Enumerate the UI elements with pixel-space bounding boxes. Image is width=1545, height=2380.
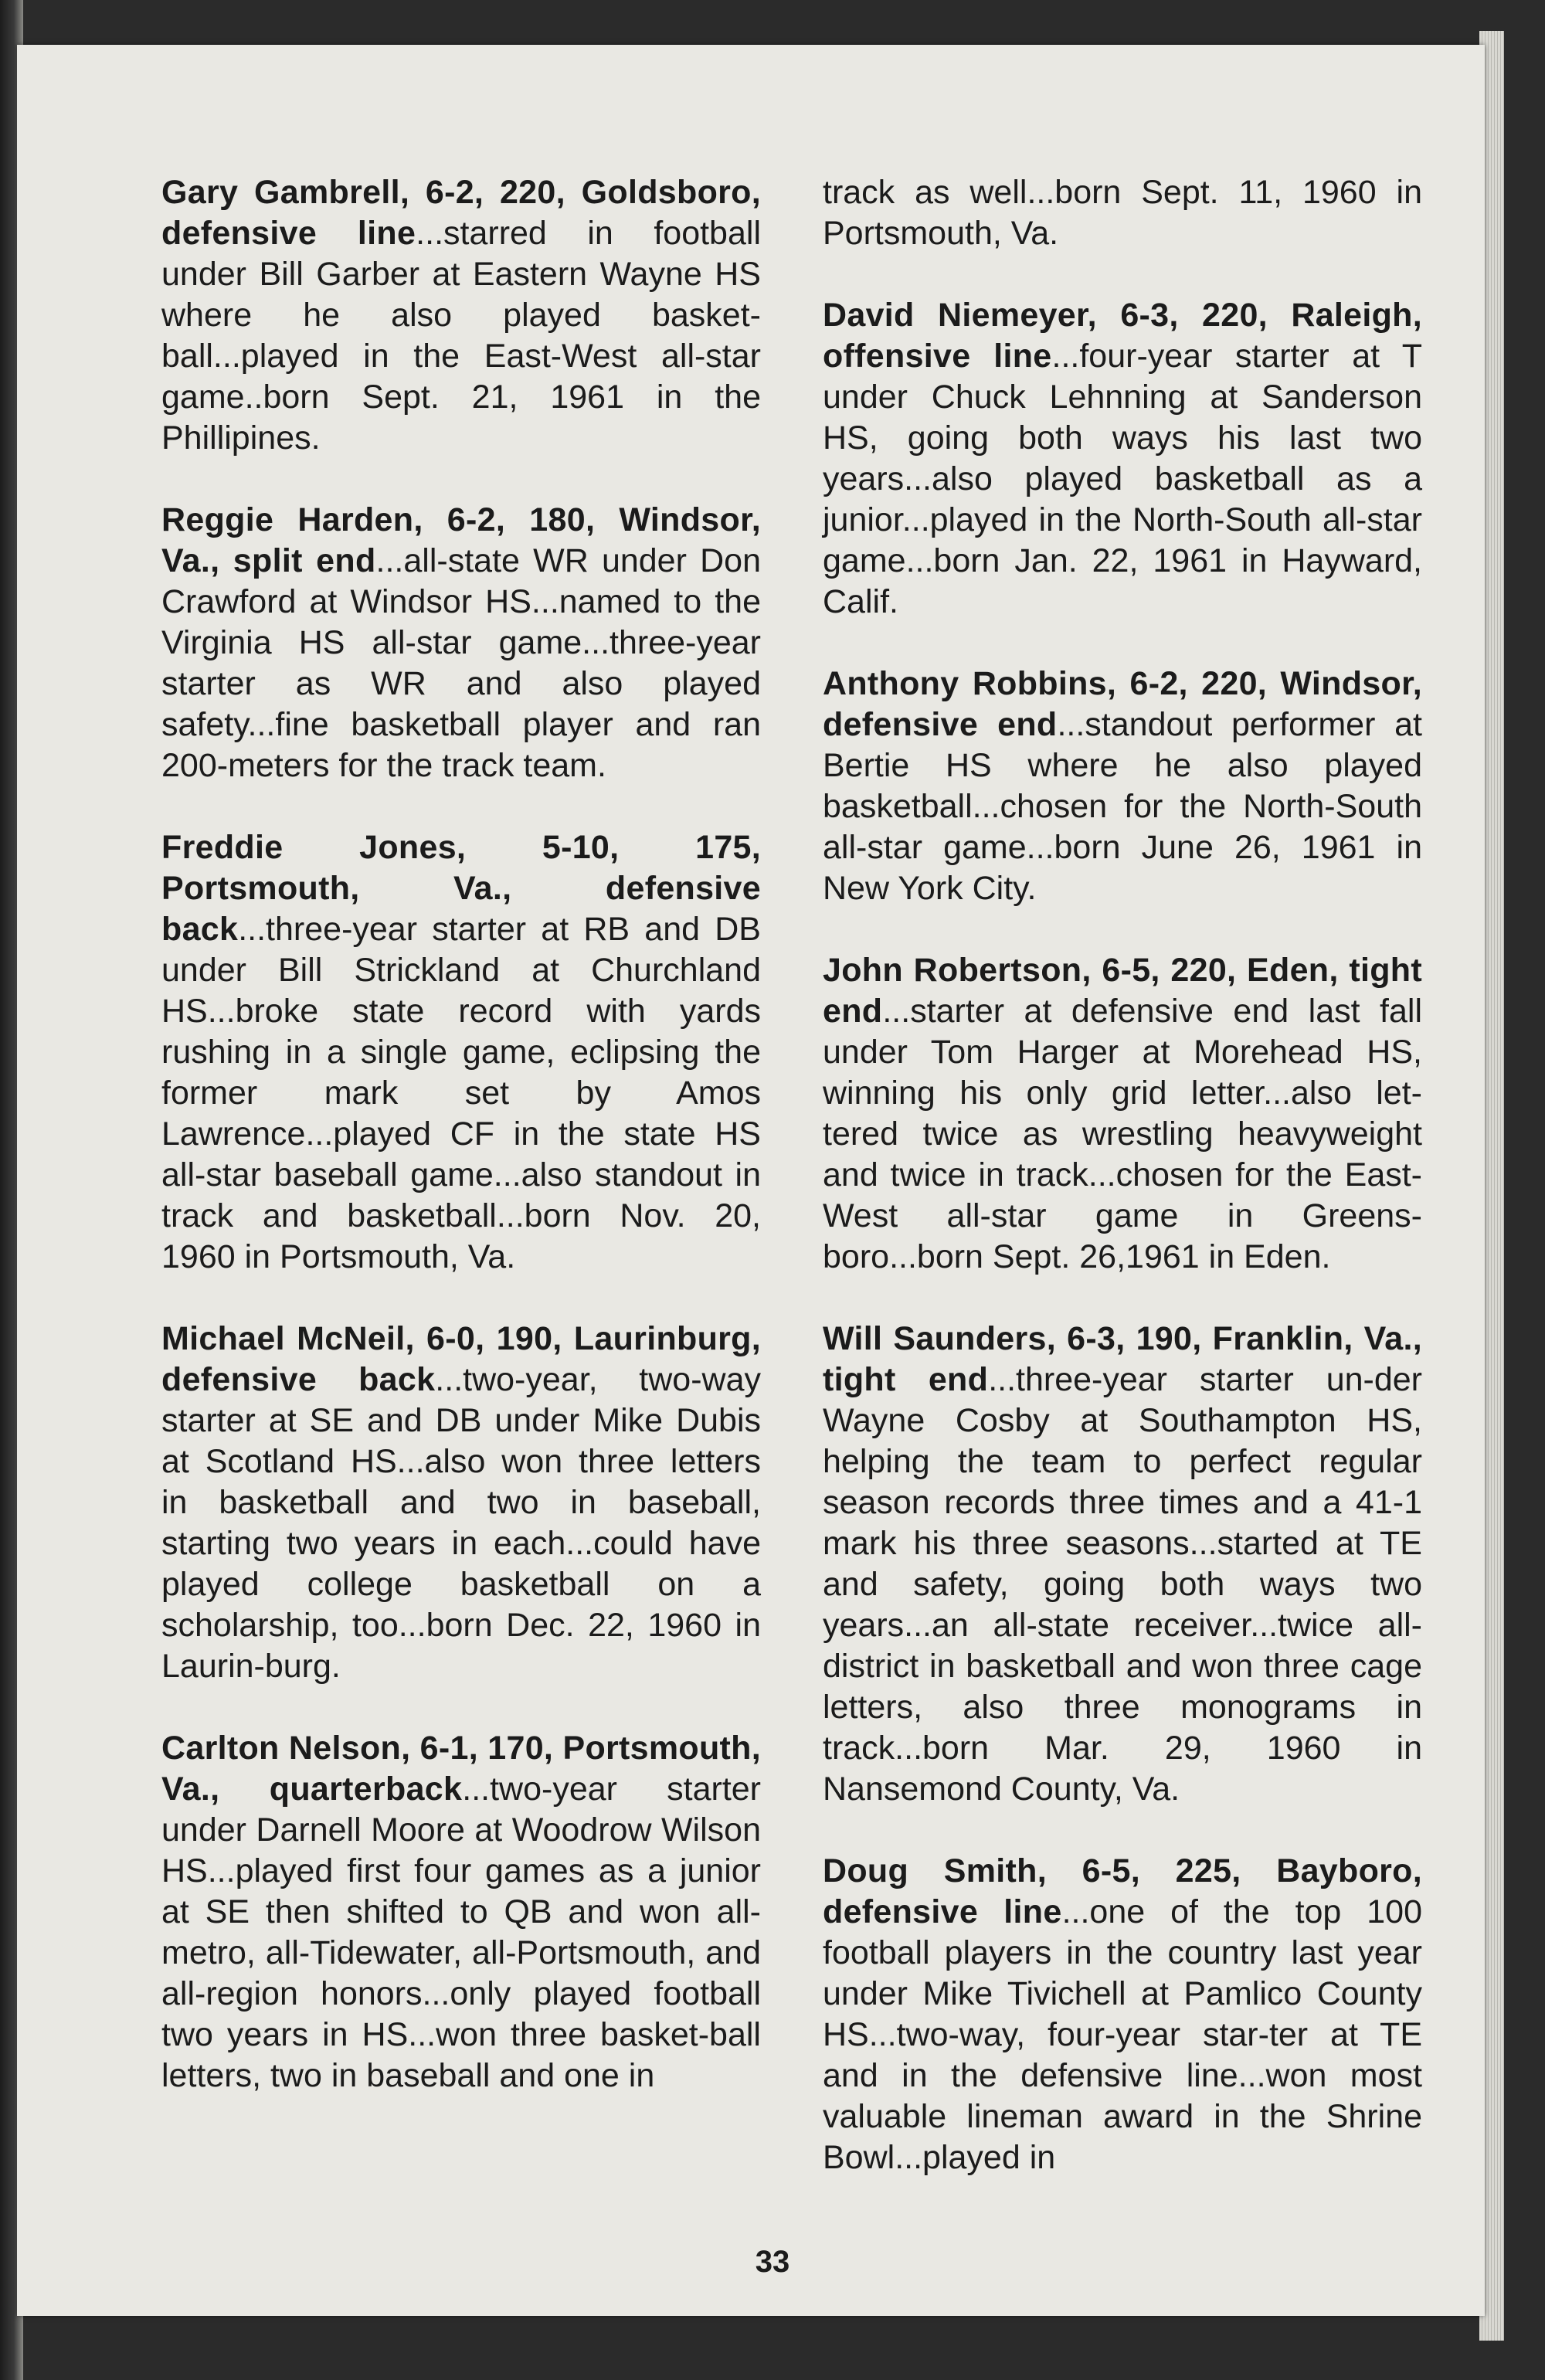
- player-bio: ...two-year, two-way starter at SE and DB under Mike Dubis at Scotland HS...also won three letters in basketball and two in baseball, starting two years in each...could have played college basketball on a scholarship, too...born Dec. 22, 1960 in Laurin-burg.: [161, 1361, 761, 1685]
- player-bio: ...starter at defensive end last fall under Tom Harger at Morehead HS, winning his only grid letter...also let-tered twice as wrestling heavyweight and twice in track...chosen for the East-West all-star game in Greens-boro...born Sept. 26,1961 in Eden.: [823, 993, 1422, 1275]
- player-entry: [823, 295, 1422, 623]
- player-heading: John Robertson, 6-5, 220, Eden, tight end: [823, 952, 1422, 1030]
- player-entry: [161, 1728, 761, 2097]
- player-bio: ...starred in football under Bill Garber at Eastern Wayne HS where he also played basket-ball...played in the East-West all-star game..born Sept. 21, 1961 in the Phillipines.: [161, 215, 761, 457]
- player-bio: ...two-year starter under Darnell Moore at Woodrow Wilson HS...played first four games as a junior at SE then shifted to QB and won all-metro, all-Tidewater, all-Portsmouth, and all-region honors...only played football two years in HS...won three basket-ball letters, two in baseball and one in: [161, 1771, 761, 2094]
- player-heading: Doug Smith, 6-5, 225, Bayboro, defensive line: [823, 1852, 1422, 1930]
- player-bio: ...three-year starter un-der Wayne Cosby at Southampton HS, helping the team to perfect regular season records three times and a 41-1 mark his three seasons...started at TE and safety, going both ways two years...an all-state receiver...twice all-district in basketball and won three cage letters, also three monograms in track...born Mar. 29, 1960 in Nansemond County, Va.: [823, 1361, 1422, 1808]
- player-bio: track as well...born Sept. 11, 1960 in Portsmouth, Va.: [823, 174, 1422, 252]
- player-heading: Michael McNeil, 6-0, 190, Laurinburg, defensive back: [161, 1320, 761, 1398]
- player-heading: Will Saunders, 6-3, 190, Franklin, Va., tight end: [823, 1320, 1422, 1398]
- player-entry: [823, 664, 1422, 909]
- right-column: [823, 172, 1422, 2178]
- player-entry: [161, 172, 761, 459]
- page-number: 33: [755, 2245, 790, 2279]
- player-heading: Reggie Harden, 6-2, 180, Windsor, Va., split end: [161, 501, 761, 579]
- player-bio: ...one of the top 100 football players in the country last year under Mike Tivichell at Pamlico County HS...two-way, four-year star-ter at TE and in the defensive line...won most valuable lineman award in the Shrine Bowl...played in: [823, 1893, 1423, 2176]
- player-heading: Gary Gambrell, 6-2, 220, Goldsboro, defensive line: [161, 174, 761, 252]
- player-entry: [161, 827, 761, 1278]
- player-heading: Carlton Nelson, 6-1, 170, Portsmouth, Va., quarterback: [161, 1730, 761, 1808]
- player-bio: ...all-state WR under Don Crawford at Windsor HS...named to the Virginia HS all-star game...three-year starter as WR and also played safety...fine basketball player and ran 200-meters for the track team.: [161, 542, 761, 784]
- player-heading: David Niemeyer, 6-3, 220, Raleigh, offensive line: [823, 297, 1422, 375]
- player-bio: ...standout performer at Bertie HS where he also played basketball...chosen for the North-South all-star game...born June 26, 1961 in New York City.: [823, 706, 1422, 907]
- player-entry: [823, 1319, 1422, 1810]
- player-heading: Freddie Jones, 5-10, 175, Portsmouth, Va., defensive back: [161, 829, 761, 948]
- player-heading: Anthony Robbins, 6-2, 220, Windsor, defensive end: [823, 665, 1422, 743]
- player-bio: ...three-year starter at RB and DB under Bill Strickland at Churchland HS...broke state record with yards rushing in a single game, eclipsing the former mark set by Amos Lawrence...played CF in the state HS all-star baseball game...also standout in track and basketball...born Nov. 20, 1960 in Portsmouth, Va.: [161, 911, 761, 1275]
- player-entry: [823, 950, 1422, 1278]
- player-entry: [161, 1319, 761, 1687]
- player-entry: [161, 500, 761, 786]
- left-column: [161, 172, 761, 2097]
- player-bio: ...four-year starter at T under Chuck Lehnning at Sanderson HS, going both ways his last two years...also played basketball as a junior...played in the North-South all-star game...born Jan. 22, 1961 in Hayward, Calif.: [823, 338, 1422, 620]
- player-entry: [823, 1851, 1422, 2178]
- player-entry-continued: [823, 172, 1422, 254]
